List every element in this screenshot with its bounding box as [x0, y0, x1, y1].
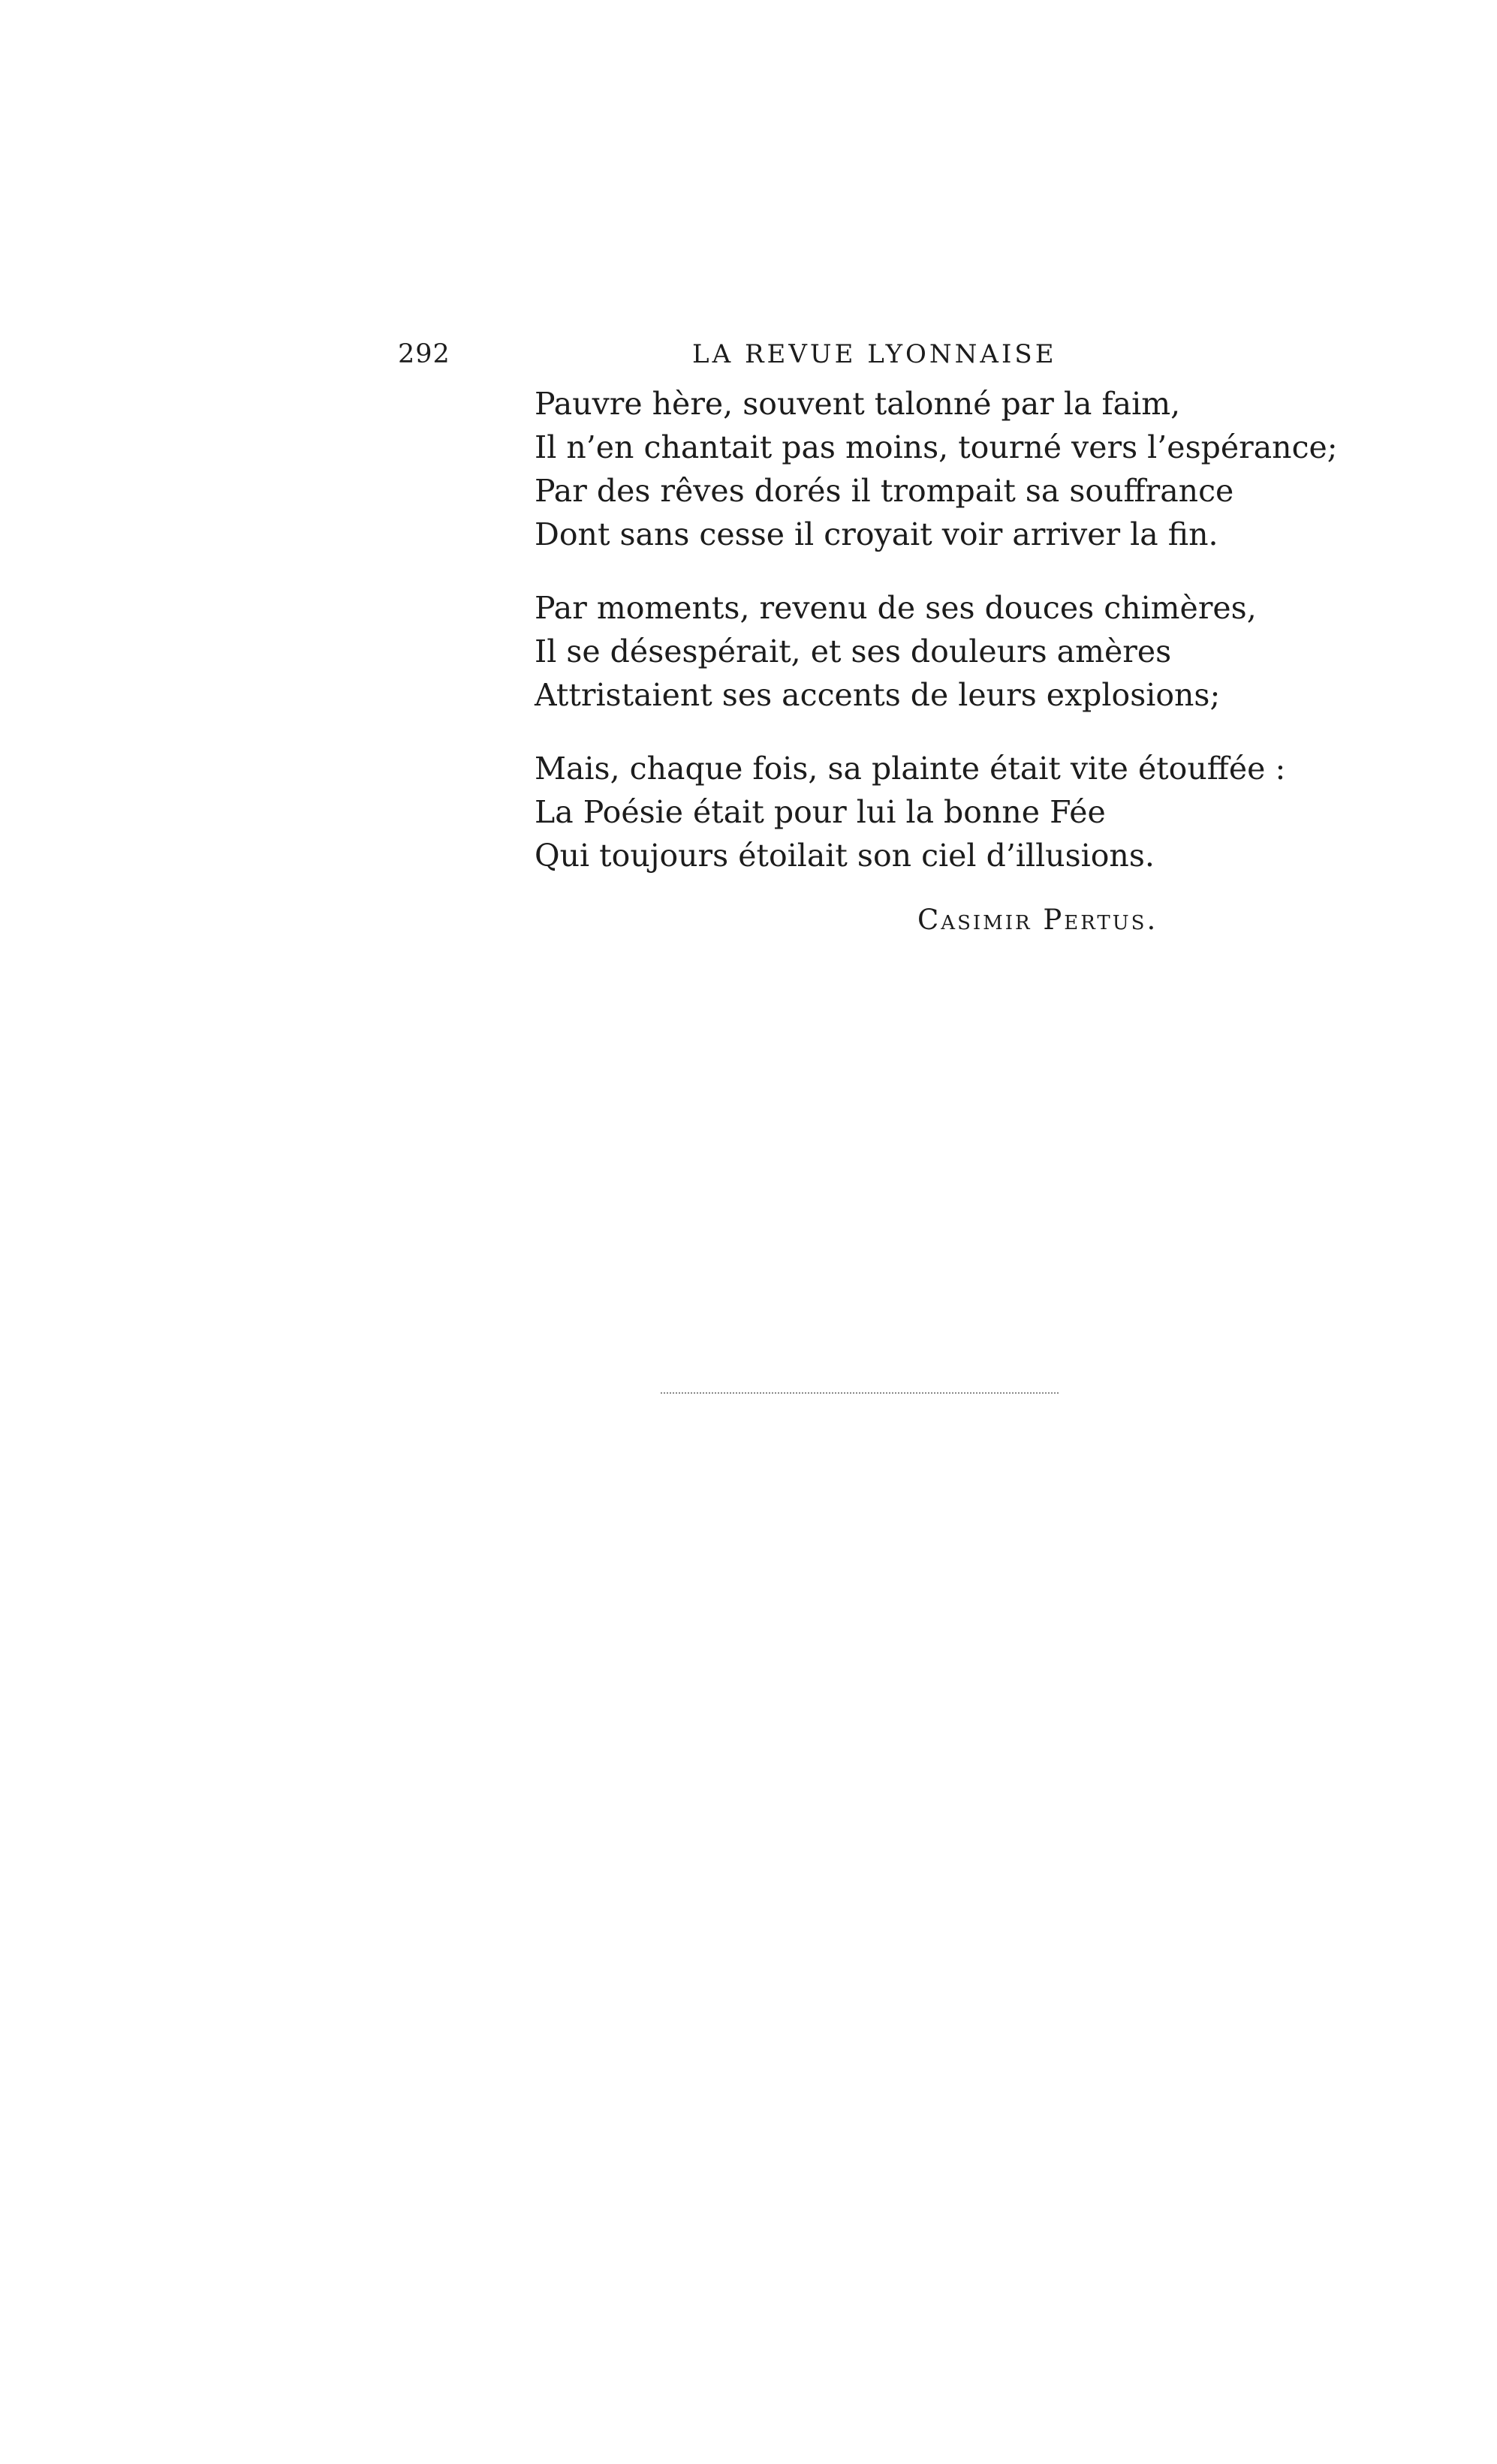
page-header — [398, 339, 1194, 377]
poem-line: Par moments, revenu de ses douces chimères, — [535, 590, 1257, 626]
poem-line: Dont sans cesse il croyait voir arriver la fin. — [535, 516, 1218, 552]
author-signature: Casimir Pertus. — [917, 904, 1158, 936]
poem-line: La Poésie était pour lui la bonne Fée — [535, 794, 1106, 830]
poem-line: Qui toujours étoilait son ciel d’illusions. — [535, 838, 1155, 874]
running-title: LA REVUE LYONNAISE — [692, 339, 1057, 369]
end-rule-divider — [661, 1392, 1059, 1394]
poem-line: Par des rêves dorés il trompait sa souffrance — [535, 473, 1234, 509]
poem-line: Il n’en chantait pas moins, tourné vers l’espérance; — [535, 429, 1338, 465]
poem-line: Pauvre hère, souvent talonné par la faim, — [535, 386, 1181, 422]
poem-line: Mais, chaque fois, sa plainte était vite étouffée : — [535, 751, 1286, 787]
page-number: 292 — [398, 339, 450, 369]
poem-line: Attristaient ses accents de leurs explosions; — [535, 677, 1221, 713]
poem-line: Il se désespérait, et ses douleurs amères — [535, 633, 1172, 669]
